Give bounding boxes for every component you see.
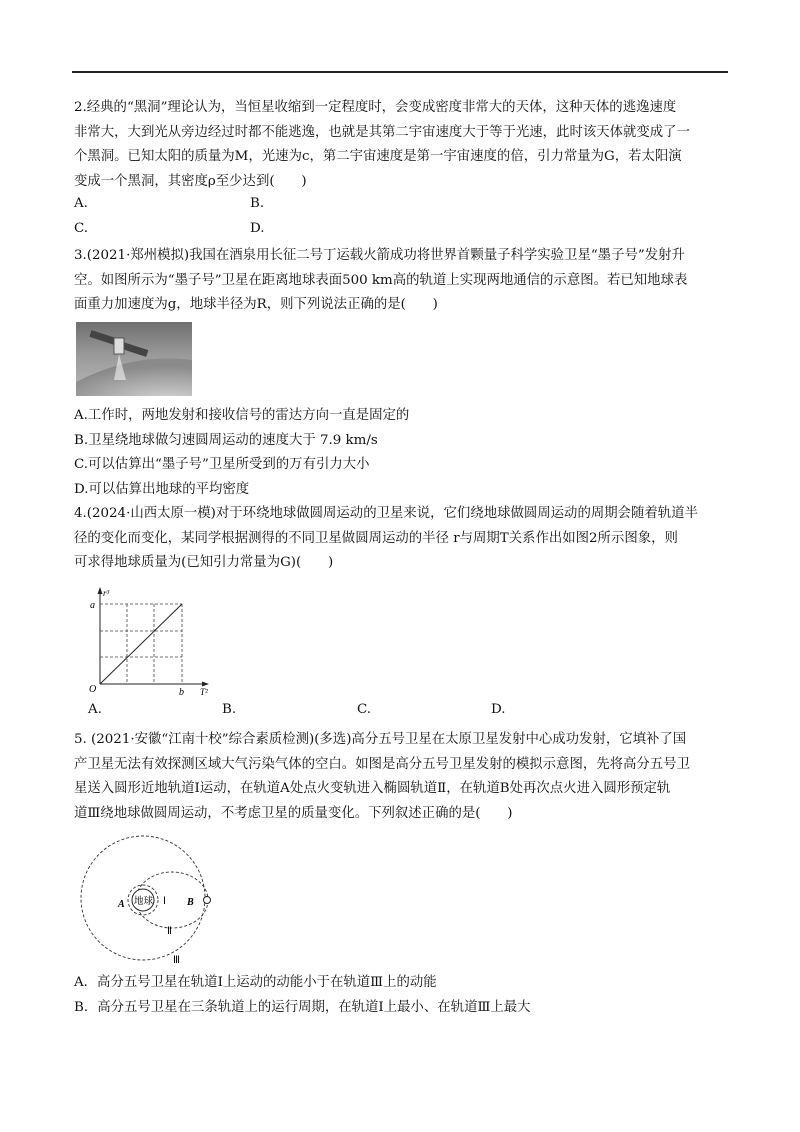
question-5 — [74, 728, 730, 826]
orbit-3-label: Ⅲ — [173, 955, 180, 966]
orbit-diagram — [76, 832, 266, 966]
graph-y-axis-label: r³ — [103, 588, 110, 598]
q2-line-4: 变成一个黑洞，其密度ρ至少达到( ) — [74, 173, 307, 189]
q4-option-b[interactable]: B. — [222, 702, 237, 717]
q5-option-a[interactable]: A．高分五号卫星在轨道Ⅰ上运动的动能小于在轨道Ⅲ上的动能 — [74, 975, 437, 990]
satellite-point-icon — [204, 897, 211, 904]
point-b-label: B — [187, 897, 194, 908]
q5-option-b[interactable]: B．高分五号卫星在三条轨道上的运行周期，在轨道Ⅰ上最小、在轨道Ⅲ上最大 — [74, 999, 531, 1015]
q5-line-1: 5. (2021·安徽“江南十校”综合素质检测)(多选)高分五号卫星在太原卫星发射中心成功发射，它填补了国 — [74, 732, 687, 747]
satellite-photo — [76, 322, 192, 396]
q2-option-b[interactable]: B. — [250, 196, 265, 211]
q4-line-1: 4.(2024·山西太原一模)对于环绕地球做圆周运动的卫星来说，它们绕地球做圆周运动的周期会随着轨道半 — [74, 506, 698, 521]
q5-line-4: 道Ⅲ绕地球做圆周运动，不考虑卫星的质量变化。下列叙述正确的是( ) — [74, 805, 513, 821]
q3-option-c[interactable]: C.可以估算出“墨子号”卫星所受到的万有引力大小 — [74, 457, 370, 472]
q4-option-d[interactable]: D. — [491, 702, 506, 717]
q2-option-c[interactable]: C. — [74, 221, 89, 236]
graph-y-mark: a — [90, 600, 95, 611]
question-4 — [74, 502, 730, 576]
q4-line-2: 径的变化而变化，某同学根据测得的不同卫星做圆周运动的半径 r与周期T关系作出如图2所示图象，则 — [74, 530, 678, 546]
question-2 — [74, 96, 730, 194]
r3-t2-graph — [84, 584, 214, 696]
q3-option-b[interactable]: B.卫星绕地球做匀速圆周运动的速度大于 7.9 km/s — [74, 432, 378, 448]
graph-x-mark: b — [179, 687, 184, 696]
orbit-1-label: Ⅰ — [163, 896, 166, 907]
orbit-2-label: Ⅱ — [167, 926, 172, 937]
point-a-label: A — [118, 899, 125, 910]
q3-option-d[interactable]: D.可以估算出地球的平均密度 — [74, 481, 250, 497]
q2-line-3: 个黑洞。已知太阳的质量为M，光速为c，第二宇宙速度是第一宇宙速度的倍，引力常量为G，若太阳演 — [74, 149, 682, 164]
q4-line-3: 可求得地球质量为(已知引力常量为G)( ) — [74, 555, 334, 570]
q5-line-3: 星送入圆形近地轨道Ⅰ运动，在轨道A处点火变轨进入椭圆轨道Ⅱ，在轨道B处再次点火进入圆形预定轨 — [74, 781, 671, 796]
q2-line-1: 2.经典的“黑洞”理论认为，当恒星收缩到一定程度时，会变成密度非常大的天体，这种天体的逃逸速度 — [74, 100, 677, 115]
q4-option-c[interactable]: C. — [357, 702, 372, 717]
header-rule — [72, 71, 728, 73]
graph-x-axis-label: T² — [200, 687, 208, 696]
q4-option-a[interactable]: A. — [88, 702, 102, 717]
q2-option-d[interactable]: D. — [250, 221, 265, 236]
earth-label: 地球 — [134, 897, 154, 907]
q3-line-1: 3.(2021·郑州模拟)我国在酒泉用长征二号丁运载火箭成功将世界首颗量子科学实验卫星“墨子号”发射升 — [74, 248, 685, 263]
q3-options — [74, 404, 730, 502]
question-3 — [74, 244, 730, 318]
q2-line-2: 非常大，大到光从旁边经过时都不能逃逸，也就是其第二宇宙速度大于等于光速，此时该天体就变成了一 — [74, 124, 690, 140]
q3-line-2: 空。如图所示为“墨子号”卫星在距离地球表面500 km高的轨道上实现两地通信的示意图。若已知地球表 — [74, 272, 688, 288]
q5-options — [74, 971, 730, 1020]
q2-option-a[interactable]: A. — [74, 196, 88, 211]
graph-origin: O — [89, 684, 97, 695]
q5-line-2: 产卫星无法有效探测区域大气污染气体的空白。如图是高分五号卫星发射的模拟示意图，先将高分五号卫 — [74, 756, 690, 772]
q3-option-a[interactable]: A.工作时，两地发射和接收信号的雷达方向一直是固定的 — [74, 408, 410, 423]
q3-line-3: 面重力加速度为g，地球半径为R，则下列说法正确的是( ) — [74, 297, 438, 312]
